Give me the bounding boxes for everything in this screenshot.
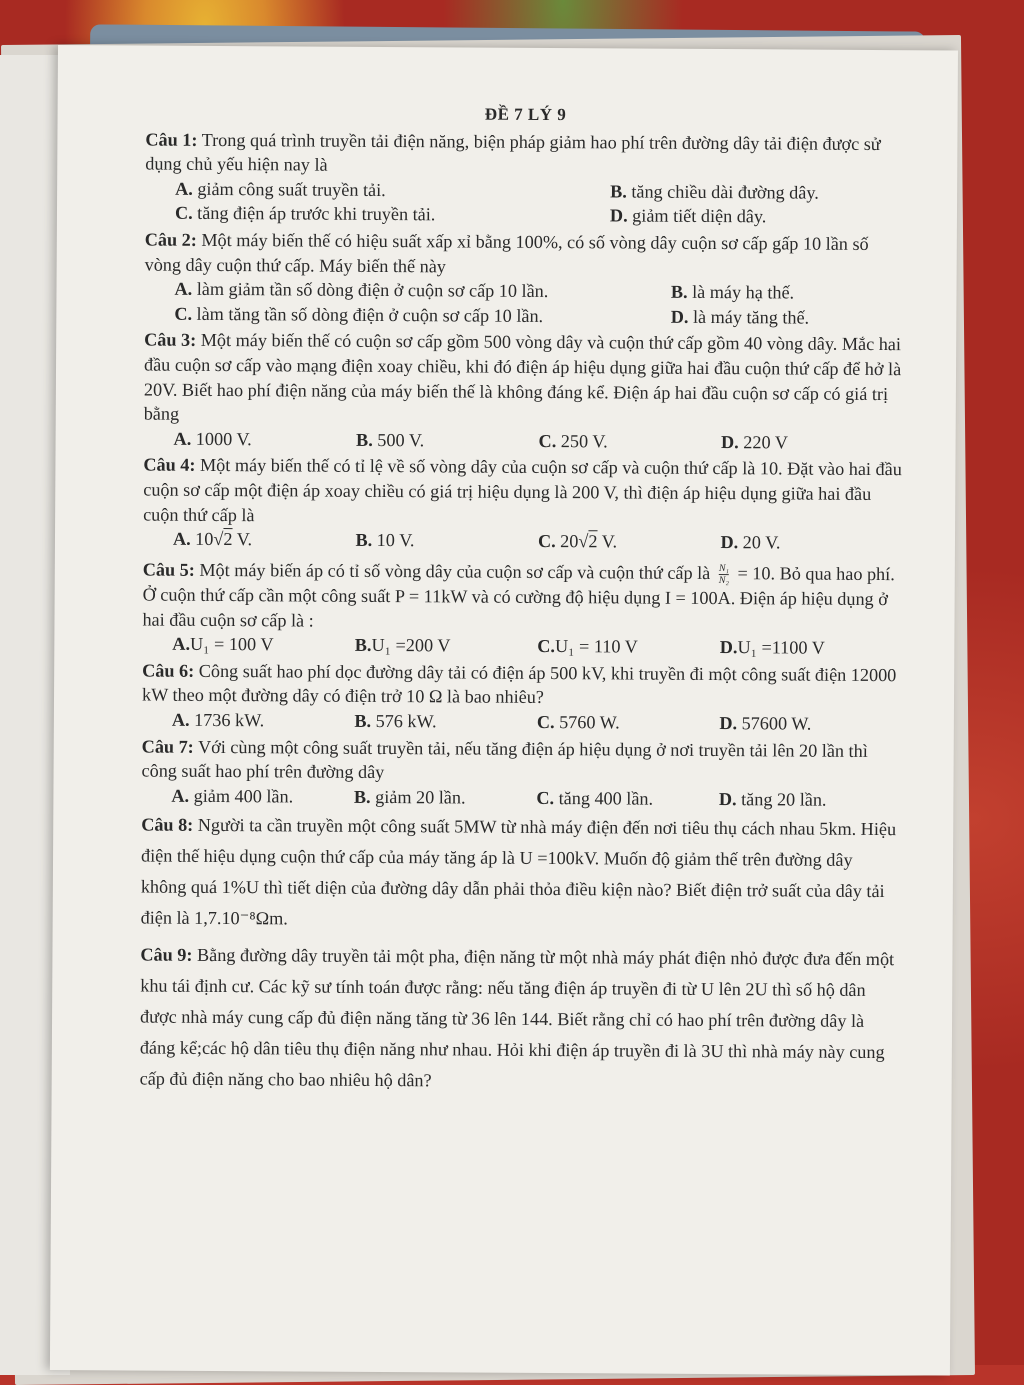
question-8 [141, 810, 902, 939]
question-text: Một máy biến thế có tỉ lệ về số vòng dây của cuộn sơ cấp và cuộn thứ cấp là 10. Đặt vào hai đầu cuộn sơ cấp một điện áp xoay chiều có giá trị hiệu dụng là 200 V, thì điện áp hiệu dụng giữa hai đầu cuộn thứ cấp là [143, 455, 902, 525]
options [144, 426, 904, 455]
option-b: B. tăng chiều dài đường dây. [610, 181, 819, 203]
option-c: C. tăng 400 lần. [536, 787, 654, 809]
question-label: Câu 8: [141, 814, 194, 836]
options [145, 176, 905, 230]
question-text: Người ta cần truyền một công suất 5MW từ nhà máy điện đến nơi tiêu thụ cách nhau 5km. Hiệu điện thế hiệu dụng cuộn thứ cấp của máy tăng áp là U =100kV. Muốn độ giảm thế trên đường dây không quá 1%U thì tiết diện của đường dây dẫn phải thỏa điều kiện nào? Biết điện trở suất của dây tải điện là 1,7.10⁻⁸Ωm. [140, 815, 897, 929]
options [141, 783, 901, 812]
option-a: A.U₁ = 100 V [172, 633, 274, 655]
question-label: Câu 6: [142, 660, 195, 681]
option-b: B.U₁ =200 V [354, 635, 451, 656]
question-6 [142, 658, 902, 736]
option-d: D. 220 V [721, 431, 789, 453]
question-4 [143, 453, 904, 556]
option-c: C. 5760 W. [536, 711, 620, 733]
option-a: A. 10√2 V. [172, 528, 253, 550]
question-3 [144, 328, 905, 456]
question-5 [142, 557, 903, 661]
option-b: B. là máy hạ thế. [670, 281, 795, 303]
question-label: Câu 5: [142, 559, 195, 580]
question-text: Công suất hao phí dọc đường dây tải có điện áp 500 kV, khi truyền đi một công suất điện 12000 kW theo một đường dây có điện trở 10 Ω là bao nhiêu? [141, 660, 897, 708]
question-9 [140, 940, 901, 1100]
question-label: Câu 7: [141, 736, 194, 757]
question-label: Câu 2: [144, 229, 197, 250]
question-text: Một máy biến thế có cuộn sơ cấp gồm 500 vòng dây và cuộn thứ cấp gồm 40 vòng dây. Mắc hai đầu cuộn sơ cấp vào mạng điện xoay chiều, khi đó điện áp hiệu dụng giữa hai đầu cuộn thứ cấp để hở là 20V. Biết hao phí điện năng của máy biến thế là không đáng kể. Điện áp hai đầu cuộn sơ cấp có giá trị bằng [143, 330, 902, 424]
question-label: Câu 4: [143, 454, 196, 476]
options [142, 632, 902, 661]
exam-page [50, 45, 958, 1375]
option-c: C.U₁ = 110 V [537, 636, 638, 657]
options [143, 527, 903, 556]
option-d: D.U₁ =1100 V [719, 637, 825, 658]
options [144, 277, 904, 331]
option-c: C. 20√2 V. [537, 531, 618, 552]
option-d: D. là máy tăng thế. [670, 306, 810, 328]
option-a: A. 1000 V. [173, 428, 252, 449]
option-a: A. làm giảm tần số dòng điện ở cuộn sơ cấp 10 lần. [174, 278, 549, 302]
question-text: Bằng đường dây truyền tải một pha, điện năng từ một nhà máy phát điện nhỏ được đưa đến một khu tái định cư. Các kỹ sư tính toán được rằng: nếu tăng điện áp truyền đi từ U lên 2U thì số hộ dân được nhà máy cung cấp đủ điện năng tăng từ 36 lên 144. Biết rằng chỉ có hao phí trên đường dây là đáng kể;các hộ dân tiêu thụ điện năng như nhau. Hỏi khi điện áp truyền đi là 3U thì nhà máy này cung cấp đủ điện năng cho bao nhiêu hộ dân? [139, 945, 895, 1091]
option-a: A. 1736 kW. [171, 709, 265, 731]
option-b: B. 10 V. [355, 529, 415, 551]
question-7 [141, 734, 901, 812]
option-d: D. giảm tiết diện dây. [609, 205, 767, 227]
exam-title: ĐỀ 7 LÝ 9 [484, 104, 567, 125]
question-1 [145, 127, 906, 230]
option-b: B. 576 kW. [354, 710, 437, 732]
option-d: D. tăng 20 lần. [718, 788, 827, 810]
options [142, 708, 902, 737]
question-text: Trong quá trình truyền tải điện năng, biện pháp giảm hao phí trên đường dây tải điện được sử dụng chủ yếu hiện nay là [145, 129, 881, 175]
option-a: A. giảm công suất truyền tải. [175, 178, 386, 200]
option-d: D. 20 V. [720, 532, 781, 553]
question-text: Một máy biến áp có tỉ số vòng dây của cuộn sơ cấp và cuộn thứ cấp là [199, 559, 711, 583]
option-d: D. 57600 W. [719, 713, 812, 734]
question-label: Câu 9: [140, 944, 193, 966]
question-2 [144, 228, 905, 331]
option-c: C. tăng điện áp trước khi truyền tải. [174, 203, 436, 225]
exam-content [140, 101, 906, 1100]
question-text: Với cùng một công suất truyền tải, nếu tăng điện áp hiệu dụng ở nơi truyền tải lên 20 lần thì công suất hao phí trên đường dây [141, 736, 868, 783]
turns-ratio-fraction: $\frac{\text{N₁}}{\text{N₂}}$ [718, 563, 730, 587]
option-b: B. giảm 20 lần. [353, 786, 466, 808]
option-b: B. 500 V. [356, 429, 425, 450]
question-text: Một máy biến thế có hiệu suất xấp xỉ bằng 100%, có số vòng dây cuộn sơ cấp gấp 10 lần số vòng dây cuộn thứ cấp. Máy biến thế này [144, 229, 869, 276]
option-c: C. làm tăng tần số dòng điện ở cuộn sơ cấp 10 lần. [174, 303, 544, 326]
question-text-cont: = 10. Bỏ qua hao phí. Ở cuộn thứ cấp cần một công suất P = 11kW và có cường độ hiệu dụng I = 100A. Điện áp hiệu dụng ở hai đầu cuộn sơ cấp là : [142, 562, 895, 631]
question-label: Câu 1: [145, 129, 198, 150]
option-a: A. giảm 400 lần. [171, 785, 294, 807]
option-c: C. 250 V. [538, 430, 608, 452]
question-label: Câu 3: [144, 329, 197, 351]
